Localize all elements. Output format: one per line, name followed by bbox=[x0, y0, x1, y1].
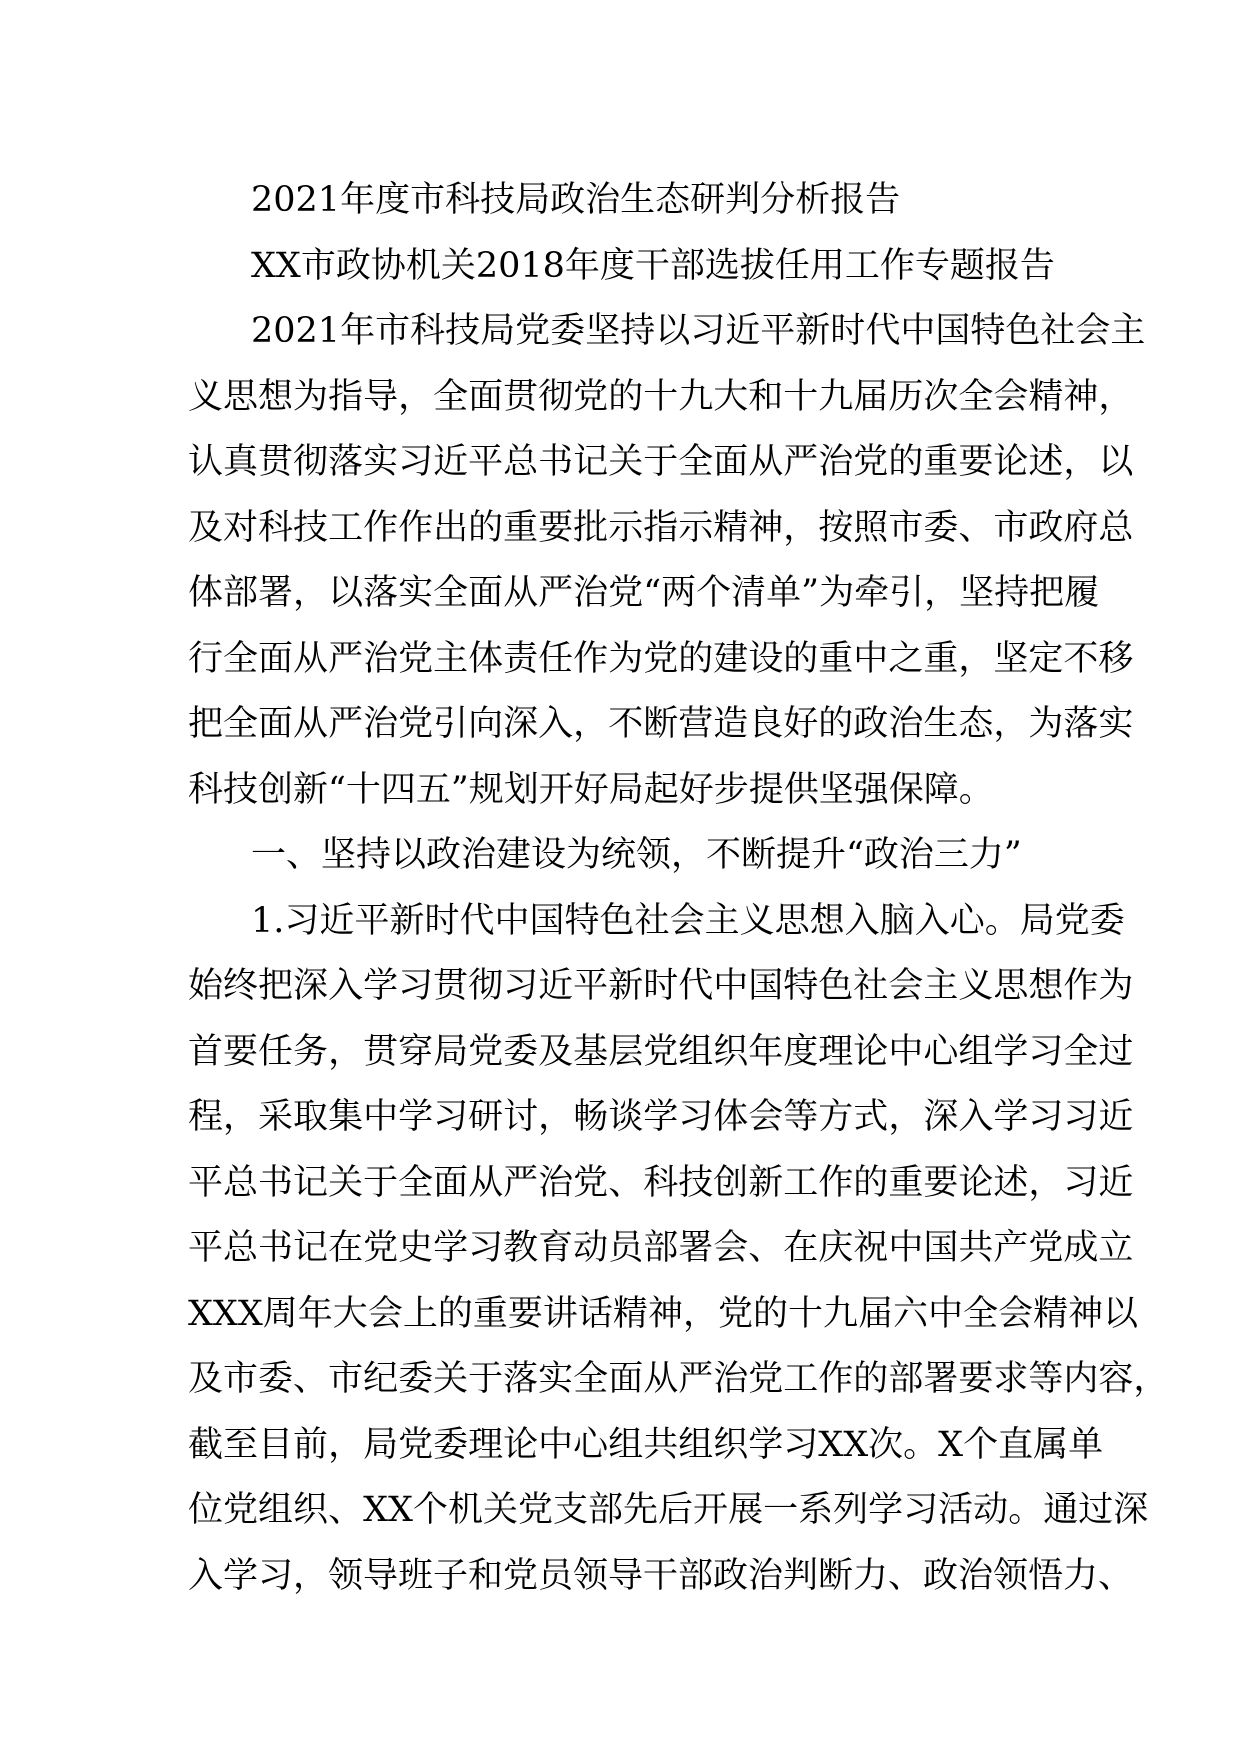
paragraph-line: 体 部 署 ， 以 落 实 全 面 从 严 治 党 “ 两 个 清 单 ” 为 牵 引 ， 坚 持 把 履 bbox=[188, 573, 1100, 613]
paragraph-line: 平 总 书 记 关 于 全 面 从 严 治 党 、 科 技 创 新 工 作 的 重 要 论 述 ， 习 近 bbox=[188, 1162, 1134, 1203]
paragraph-line: 截 至 目 前 ， 局 党 委 理 论 中 心 组 共 组 织 学 习 XX 次 。 X 个 直 属 单 bbox=[188, 1424, 1104, 1465]
paragraph-line: 认 真 贯 彻 落 实 习 近 平 总 书 记 关 于 全 面 从 严 治 党 的 重 要 论 述 ， 以 bbox=[188, 442, 1134, 482]
paragraph-line: 始 终 把 深 入 学 习 贯 彻 习 近 平 新 时 代 中 国 特 色 社 会 主 义 思 想 作 为 bbox=[188, 966, 1134, 1006]
paragraph-line: XXX 周 年 大 会 上 的 重 要 讲 话 精 神 ， 党 的 十 九 届 六 中 全 会 精 神 以 bbox=[188, 1293, 1139, 1334]
document-body bbox=[188, 168, 1169, 1609]
paragraph-line: 平 总 书 记 在 党 史 学 习 教 育 动 员 部 署 会 、 在 庆 祝 中 国 共 产 党 成 立 bbox=[188, 1228, 1134, 1268]
paragraph-line: 及 对 科 技 工 作 作 出 的 重 要 批 示 指 示 精 神 ， 按 照 市 委 、 市 政 府 总 bbox=[188, 507, 1134, 548]
paragraph-line: 入学习，领导班子和党员领导干部政治判断力、政治领悟力、 bbox=[188, 1555, 1134, 1596]
paragraph-line: 一、坚持以政治建设为统领，不断提升“政治三力” bbox=[251, 835, 1022, 875]
paragraph-line: 行 全 面 从 严 治 党 主 体 责 任 作 为 党 的 建 设 的 重 中 之 重 ， 坚 定 不 移 bbox=[188, 638, 1134, 679]
document-title: 2021年度市科技局政治生态研判分析报告 bbox=[251, 180, 901, 220]
paragraphs bbox=[188, 299, 1169, 1609]
paragraph-line: 及 市 委 、 市 纪 委 关 于 落 实 全 面 从 严 治 党 工 作 的 部 署 要 求 等 内 容 ， bbox=[188, 1359, 1169, 1399]
paragraph-line: 义 思 想 为 指 导 ， 全 面 贯 彻 党 的 十 九 大 和 十 九 届 历 次 全 会 精 神 ， bbox=[188, 376, 1134, 417]
document-subtitle: XX市政协机关2018年度干部选拔任用工作专题报告 bbox=[251, 245, 1055, 286]
paragraph-line: 1. 习 近 平 新 时 代 中 国 特 色 社 会 主 义 思 想 入 脑 入 心 。 局 党 委 bbox=[251, 900, 1125, 941]
paragraph-line: 把 全 面 从 严 治 党 引 向 深 入 ， 不 断 营 造 良 好 的 政 治 生 态 ， 为 落 实 bbox=[188, 704, 1134, 744]
paragraph-line: 位 党 组 织 、 XX 个 机 关 党 支 部 先 后 开 展 一 系 列 学 习 活 动 。 通 过 深 bbox=[188, 1490, 1149, 1530]
paragraph-line: 程 ， 采 取 集 中 学 习 研 讨 ， 畅 谈 学 习 体 会 等 方 式 ， 深 入 学 习 习 近 bbox=[188, 1097, 1134, 1137]
paragraph-line: 首 要 任 务 ， 贯 穿 局 党 委 及 基 层 党 组 织 年 度 理 论 中 心 组 学 习 全 过 bbox=[188, 1031, 1134, 1072]
paragraph-line: 2021 年 市 科 技 局 党 委 坚 持 以 习 近 平 新 时 代 中 国 特 色 社 会 主 bbox=[251, 311, 1146, 351]
paragraph-line: 科技创新“十四五”规划开好局起好步提供坚强保障。 bbox=[188, 769, 994, 810]
